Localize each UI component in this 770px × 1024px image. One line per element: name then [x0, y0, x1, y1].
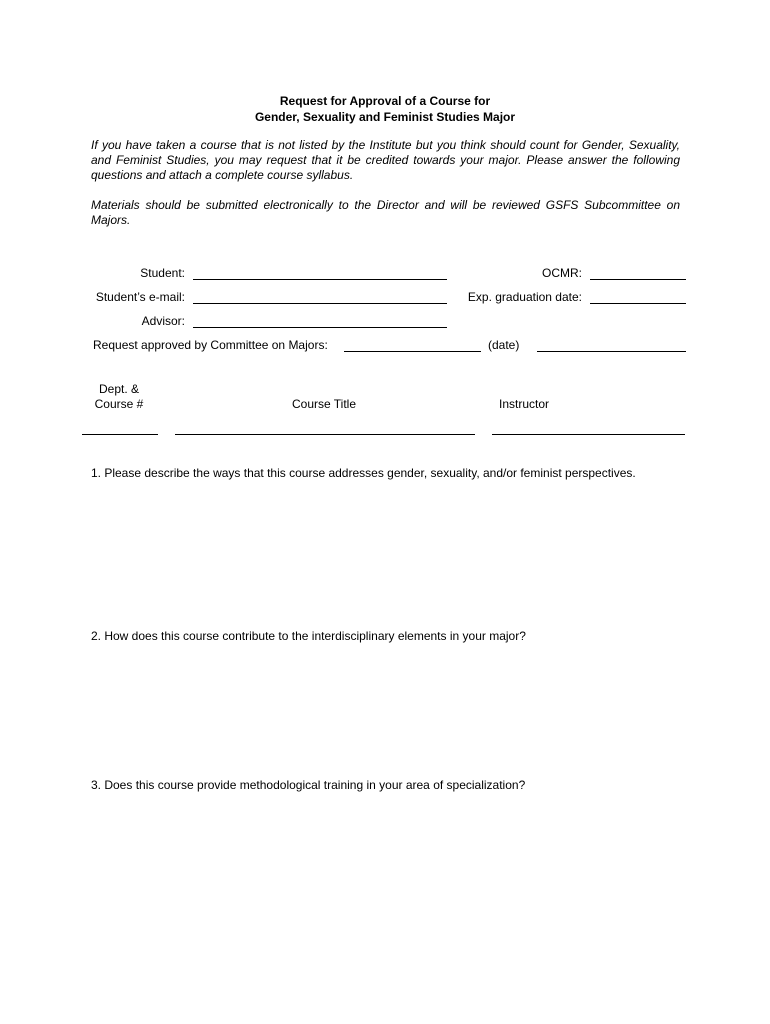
course-title-header: Course Title — [292, 397, 357, 411]
form-title-line2: Gender, Sexuality and Feminist Studies Major — [254, 110, 516, 124]
advisor-label: Advisor: — [141, 314, 185, 328]
approval-date-field[interactable] — [537, 351, 686, 352]
email-field[interactable] — [193, 303, 447, 304]
graduation-date-field[interactable] — [590, 303, 686, 304]
question-3: 3. Does this course provide methodological training in your area of specialization? — [91, 778, 526, 792]
ocmr-field[interactable] — [590, 279, 686, 280]
ocmr-label: OCMR: — [542, 266, 582, 280]
course-title-field[interactable] — [175, 434, 475, 435]
dept-header-line2: Course # — [94, 397, 144, 411]
approval-field[interactable] — [344, 351, 481, 352]
intro-paragraph-1: If you have taken a course that is not listed by the Institute but you think should count for Gender, Sexuality, and Feminist Studies, you may request that it be credited towards your major. Please answer the following questions and attach a complete course syllabus. — [91, 138, 680, 182]
dept-header-line1: Dept. & — [98, 382, 140, 396]
advisor-field[interactable] — [193, 327, 447, 328]
instructor-field[interactable] — [492, 434, 685, 435]
student-field[interactable] — [193, 279, 447, 280]
question-2: 2. How does this course contribute to the interdisciplinary elements in your major? — [91, 629, 526, 643]
date-label: (date) — [488, 338, 520, 352]
approval-label: Request approved by Committee on Majors: — [93, 338, 328, 352]
question-1: 1. Please describe the ways that this course addresses gender, sexuality, and/or feminist perspectives. — [91, 466, 636, 480]
email-label: Student’s e-mail: — [95, 290, 185, 304]
student-label: Student: — [140, 266, 185, 280]
dept-course-field[interactable] — [82, 434, 158, 435]
form-title-line1: Request for Approval of a Course for — [279, 94, 491, 108]
graduation-date-label: Exp. graduation date: — [467, 290, 582, 304]
intro-paragraph-2: Materials should be submitted electronically to the Director and will be reviewed GSFS Subcommittee on Majors. — [91, 198, 680, 227]
instructor-header: Instructor — [499, 397, 550, 411]
